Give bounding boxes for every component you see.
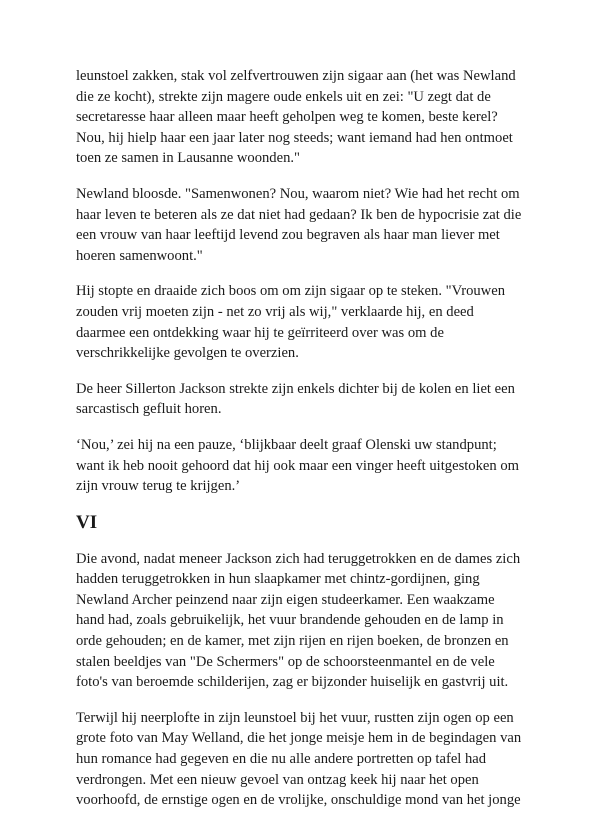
- text-line: secretaresse haar alleen maar heeft geholpen weg te komen, beste kerel?: [76, 109, 498, 126]
- text-line: die ze kocht), strekte zijn magere oude enkels uit en zei: "U zegt dat de: [76, 88, 491, 105]
- text-line: hand had, zoals gebruikelijk, het vuur brandende gehouden en de lamp in: [76, 612, 504, 629]
- text-line: leunstoel zakken, stak vol zelfvertrouwen zijn sigaar aan (het was Newland: [76, 68, 516, 84]
- section-after: [76, 549, 534, 811]
- text-line: voorhoofd, de ernstige ogen en de vrolijke, onschuldige mond van het jonge: [76, 792, 521, 809]
- text-line: haar leven te beteren als ze dat niet had gedaan? Ik ben de hypocrisie zat die: [76, 206, 522, 223]
- paragraph: [76, 184, 534, 266]
- paragraph: [76, 281, 534, 363]
- text-line: orde gehouden; en de kamer, met zijn rijen en rijen boeken, de bronzen en: [76, 633, 509, 650]
- text-line: ‘Nou,’ zei hij na een pauze, ‘blijkbaar deelt graaf Olenski uw standpunt;: [76, 436, 497, 453]
- text-line: sarcastisch gefluit horen.: [76, 401, 222, 418]
- paragraph: [76, 66, 534, 169]
- text-line: een vrouw van haar leeftijd levend zou begraven als haar man liever met: [76, 227, 500, 244]
- text-line: daarmee een ontdekking waar hij te geïrriteerd over was om de: [76, 324, 444, 341]
- text-line: Newland Archer peinzend naar zijn eigen studeerkamer. Een waakzame: [76, 591, 495, 608]
- text-line: zijn vrouw terug te krijgen.’: [76, 478, 241, 495]
- text-line: Terwijl hij neerplofte in zijn leunstoel bij het vuur, rustten zijn ogen op een: [76, 709, 514, 726]
- text-line: hun romance had gegeven en die nu alle andere portretten op tafel had: [76, 751, 487, 768]
- text-line: verdrongen. Met een nieuw gevoel van ontzag keek hij naar het open: [76, 771, 479, 788]
- chapter-heading: VI: [76, 511, 98, 533]
- text-line: toen ze samen in Lausanne woonden.": [76, 150, 300, 167]
- text-line: want ik heb nooit gehoord dat hij ook maar een vinger heeft uitgestoken om: [76, 457, 519, 474]
- text-line: hadden teruggetrokken in hun slaapkamer met chintz-gordijnen, ging: [76, 571, 480, 588]
- text-line: grote foto van May Welland, die het jonge meisje hem in de begindagen van: [76, 730, 522, 747]
- document-page: [76, 66, 534, 826]
- text-line: Die avond, nadat meneer Jackson zich had teruggetrokken en de dames zich: [76, 550, 521, 567]
- text-line: Hij stopte en draaide zich boos om om zijn sigaar op te steken. "Vrouwen: [76, 283, 505, 300]
- paragraph: [76, 379, 534, 420]
- text-line: Nou, hij hielp haar een jaar later nog steeds; want iemand had hen ontmoet: [76, 129, 513, 146]
- text-line: verschrikkelijke gevolgen te overzien.: [76, 345, 299, 362]
- text-line: hoeren samenwoont.": [76, 247, 203, 264]
- paragraph: [76, 549, 534, 693]
- paragraph: [76, 435, 534, 497]
- text-line: foto's van beroemde schilderijen, zag er bijzonder huiselijk en gastvrij uit.: [76, 674, 509, 691]
- section-before: [76, 66, 534, 497]
- text-line: stalen beeldjes van "De Schermers" op de schoorsteenmantel en de vele: [76, 653, 495, 670]
- text-line: De heer Sillerton Jackson strekte zijn enkels dichter bij de kolen en liet een: [76, 380, 515, 397]
- text-line: zouden vrij moeten zijn - net zo vrij als wij," verklaarde hij, en deed: [76, 303, 474, 320]
- text-line: Newland bloosde. "Samenwonen? Nou, waarom niet? Wie had het recht om: [76, 185, 520, 202]
- paragraph: [76, 708, 534, 811]
